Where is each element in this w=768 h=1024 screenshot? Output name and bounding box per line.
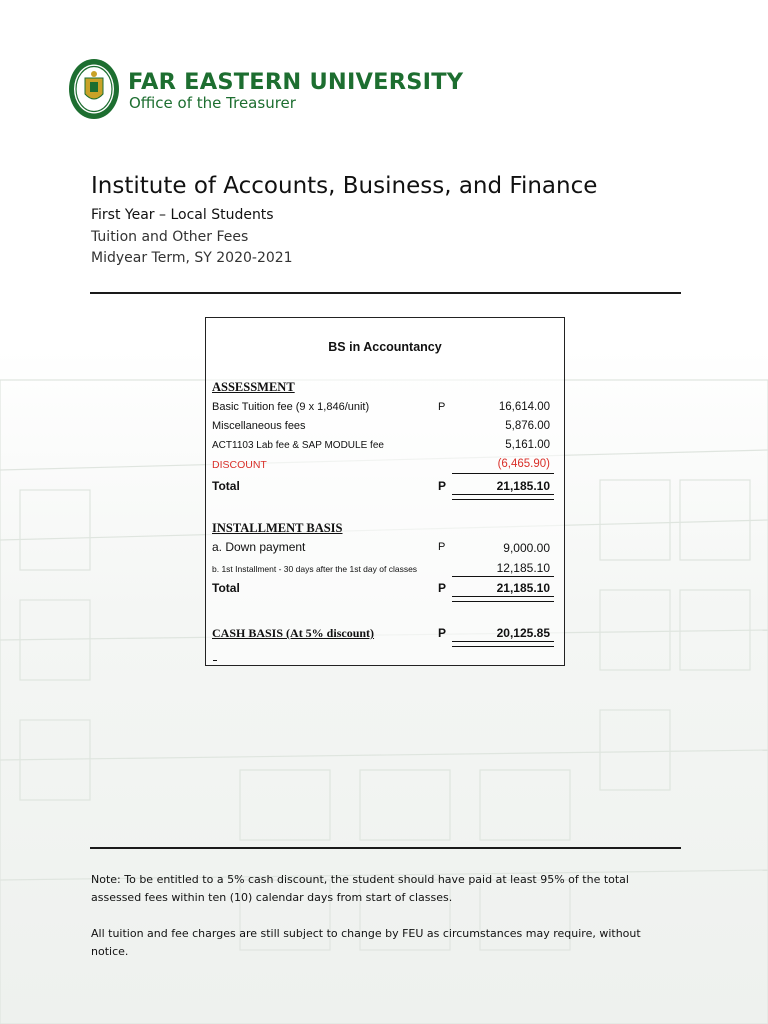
- fee-amount: 16,614.00: [498, 401, 550, 413]
- installment-label: b. 1st Installment - 30 days after the 1st day of classes: [212, 564, 418, 574]
- installment-label: a. Down payment: [212, 540, 306, 554]
- dash-mark: [213, 660, 217, 661]
- discount-label: DISCOUNT: [212, 459, 267, 471]
- assessment-heading: ASSESSMENT: [212, 380, 295, 394]
- office-name: Office of the Treasurer: [129, 94, 296, 112]
- currency-symbol: P: [438, 541, 446, 553]
- top-divider: [90, 292, 681, 294]
- total-label: Total: [212, 479, 240, 493]
- bottom-divider: [90, 847, 681, 849]
- program-title: BS in Accountancy: [328, 340, 442, 354]
- total-amount: 21,185.10: [496, 581, 550, 595]
- sum-line: [452, 576, 554, 577]
- sum-line: [452, 473, 554, 474]
- student-category: First Year – Local Students: [91, 207, 274, 223]
- fee-label: Miscellaneous fees: [212, 420, 306, 432]
- total-label: Total: [212, 581, 240, 595]
- currency-symbol: P: [438, 401, 446, 413]
- double-underline: [452, 494, 554, 500]
- cash-discount-note: Note: To be entitled to a 5% cash discount, the student should have paid at least 95% of the total assessed fees within ten (10) calendar days from start of classes.: [91, 873, 629, 904]
- fee-label: Basic Tuition fee (9 x 1,846/unit): [212, 401, 370, 413]
- fee-table: [205, 317, 565, 666]
- currency-symbol: P: [438, 581, 447, 595]
- installment-amount: 9,000.00: [503, 541, 550, 555]
- fee-description: Tuition and Other Fees: [91, 229, 249, 245]
- cash-amount: 20,125.85: [496, 626, 550, 640]
- total-amount: 21,185.10: [496, 479, 550, 493]
- cash-basis-label: CASH BASIS (At 5% discount): [212, 626, 375, 640]
- installment-amount: 12,185.10: [496, 561, 550, 575]
- fee-label: ACT1103 Lab fee & SAP MODULE fee: [212, 440, 384, 451]
- discount-amount: (6,465.90): [497, 458, 550, 470]
- fee-amount: 5,876.00: [505, 420, 550, 432]
- installment-heading: INSTALLMENT BASIS: [212, 521, 343, 535]
- currency-symbol: P: [438, 626, 447, 640]
- change-notice: All tuition and fee charges are still subject to change by FEU as circumstances may require, without notice.: [91, 927, 641, 958]
- currency-symbol: P: [438, 479, 447, 493]
- fee-amount: 5,161.00: [505, 439, 550, 451]
- page-title: Institute of Accounts, Business, and Finance: [91, 173, 598, 199]
- university-name: FAR EASTERN UNIVERSITY: [128, 69, 464, 95]
- term-label: Midyear Term, SY 2020-2021: [91, 250, 293, 266]
- double-underline: [452, 596, 554, 602]
- double-underline: [452, 641, 554, 647]
- feu-seal-icon: [68, 58, 120, 120]
